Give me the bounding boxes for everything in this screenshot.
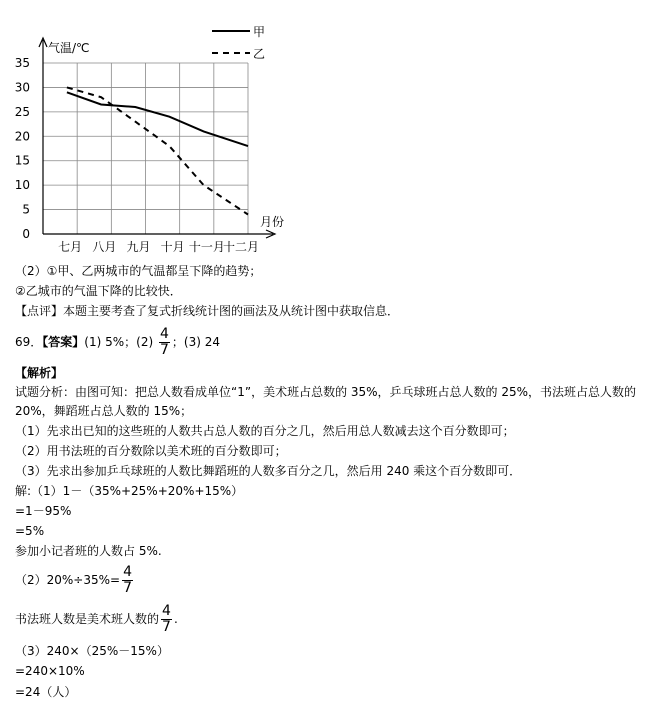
x-tick-label: 十月 [160, 240, 185, 254]
answer-69 [15, 327, 220, 358]
solution-line-7: （3）240×（25%－15%） [15, 644, 169, 658]
solution-line-6 [15, 604, 178, 635]
sentence-end: . [173, 612, 178, 626]
solution-sentence: 书法班人数是美术班人数的 [15, 612, 160, 626]
analysis-line-2: 20%，舞蹈班占总人数的 15%； [15, 404, 193, 418]
answer-line-trend: （2）①甲、乙两城市的气温都呈下降的趋势； [15, 264, 262, 278]
analysis-heading: 【解析】 [15, 366, 64, 380]
y-axis-label: 气温/℃ [48, 41, 90, 55]
answer-text: (1) 5%；(2) [84, 335, 157, 349]
y-tick-label: 5 [22, 202, 30, 217]
temperature-line-chart [0, 0, 651, 260]
x-tick-label: 八月 [92, 240, 117, 254]
y-tick-label: 20 [14, 129, 30, 144]
fraction-denominator: 7 [162, 619, 171, 635]
chart-series [67, 87, 248, 214]
x-axis-label: 月份 [260, 215, 285, 229]
x-tick-label: 九月 [126, 240, 151, 254]
fraction [161, 604, 172, 635]
y-tick-label: 0 [22, 227, 30, 241]
answer-text-end: ；(3) 24 [171, 335, 220, 349]
solution-line-9: =24（人） [15, 685, 77, 699]
y-tick-label: 15 [14, 153, 30, 168]
solution-line-4: 参加小记者班的人数占 5%. [15, 544, 162, 558]
solution-line-3: =5% [15, 524, 45, 538]
solution-line-1: 解:（1）1－（35%+25%+20%+15%） [15, 484, 244, 498]
series-line-yi [67, 87, 248, 214]
chart-legend [212, 25, 265, 61]
fraction-denominator: 7 [123, 580, 133, 596]
series-line-jia [67, 92, 248, 146]
legend-label: 甲 [253, 25, 266, 39]
question-number: 69． [15, 335, 43, 349]
analysis-line-1: 试题分析：由图可知：把总人数看成单位“1”，美术班占总数的 35%，乒乓球班占总人数的 25%，书法班占总人数的 [15, 385, 637, 399]
solution-line-8: =240×10% [15, 664, 85, 678]
analysis-step-2: （2）用书法班的百分数除以美术班的百分数即可； [15, 444, 287, 458]
comment-line: 【点评】本题主要考查了复式折线统计图的画法及从统计图中获取信息． [15, 304, 400, 318]
x-tick-label: 十二月 [222, 240, 260, 254]
y-tick-label: 25 [14, 104, 30, 119]
fraction-numerator: 4 [123, 564, 133, 580]
legend-label: 乙 [253, 47, 266, 61]
y-tick-label: 10 [14, 178, 30, 193]
solution-line-5 [15, 565, 135, 596]
solution-line-2: =1－95% [15, 504, 72, 518]
fraction-numerator: 4 [159, 326, 169, 342]
analysis-step-3: （3）先求出参加乒乓球班的人数比舞蹈班的人数多百分之几，然后用 240 乘这个百分数即可． [15, 464, 522, 478]
x-tick-labels [58, 239, 259, 254]
answer-tag: 【答案】 [42, 335, 85, 349]
x-tick-label: 十一月 [188, 240, 225, 254]
y-tick-labels [15, 56, 30, 241]
fraction-numerator: 4 [162, 603, 171, 619]
answer-line-speed: ②乙城市的气温下降的比较快． [15, 284, 182, 298]
y-tick-label: 35 [14, 56, 30, 70]
fraction-denominator: 7 [159, 342, 169, 358]
fraction [122, 565, 133, 596]
solution-expression: （2）20%÷35%= [15, 573, 121, 587]
fraction [159, 327, 170, 358]
y-tick-label: 30 [14, 80, 30, 95]
x-tick-label: 七月 [58, 240, 83, 254]
analysis-step-1: （1）先求出已知的这些班的人数共占总人数的百分之几，然后用总人数减去这个百分数即可； [15, 424, 515, 438]
